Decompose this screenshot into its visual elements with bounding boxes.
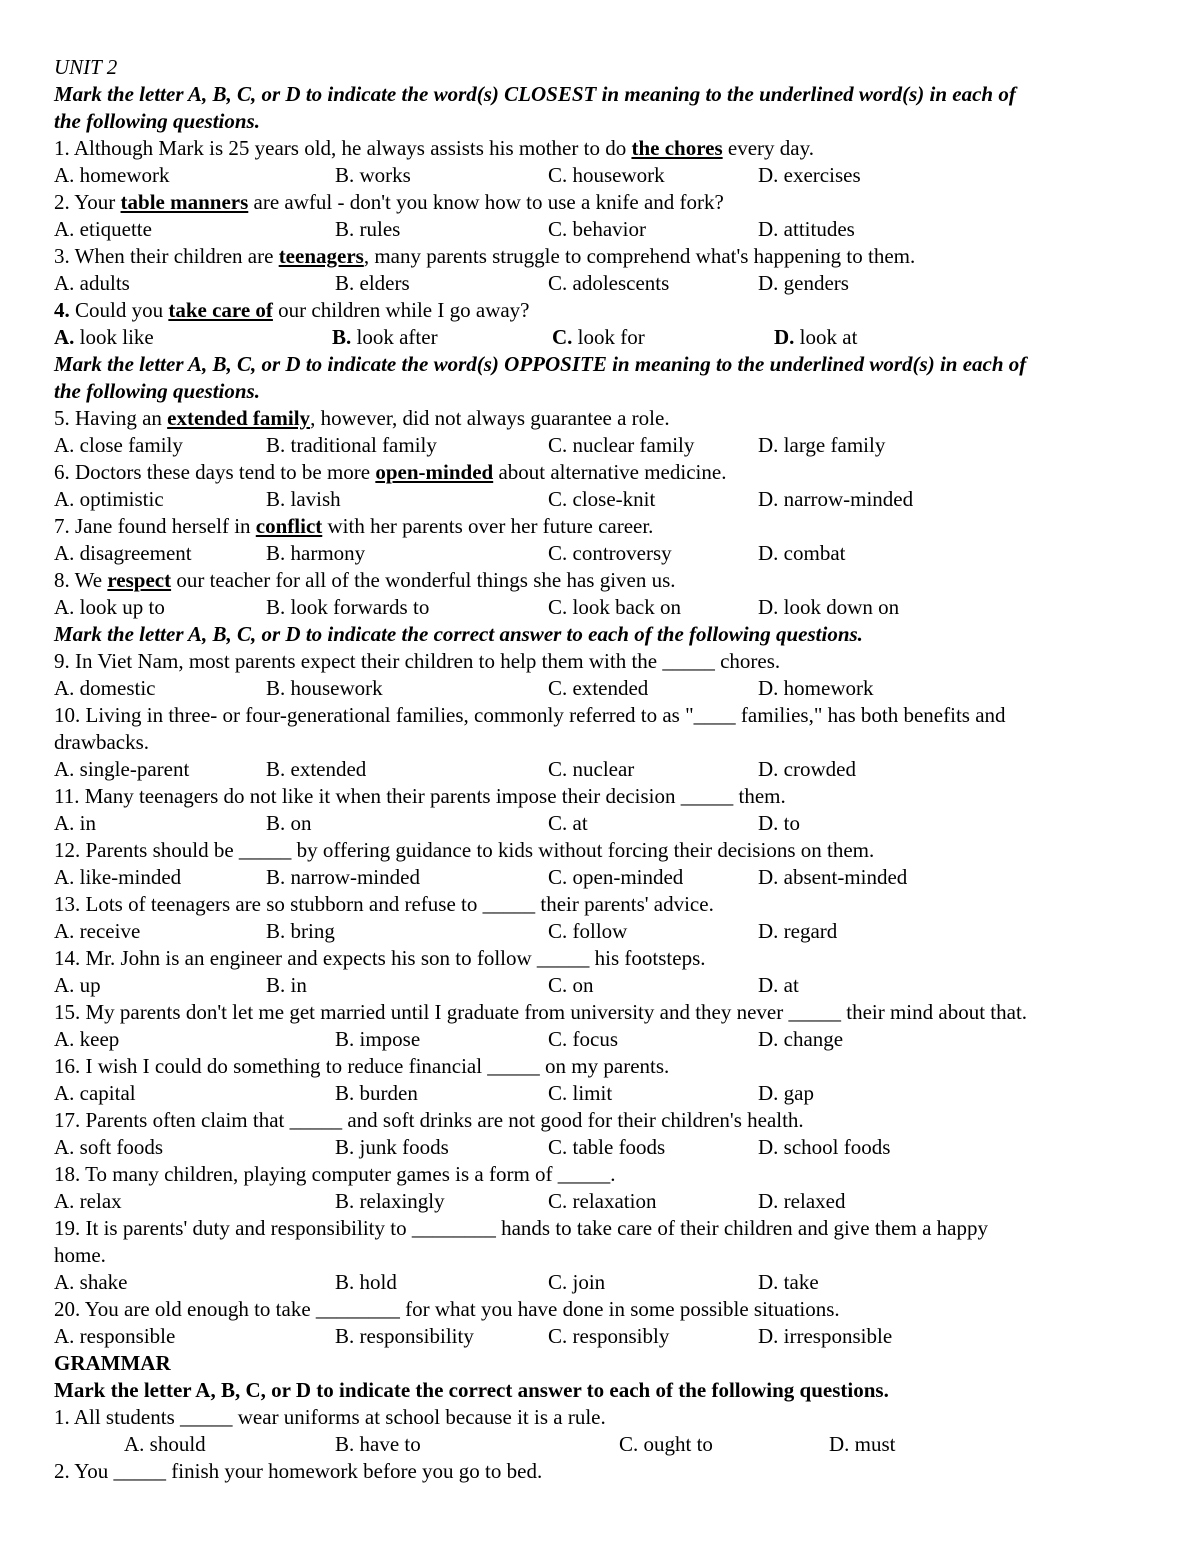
question-16-options bbox=[54, 1080, 1164, 1107]
option-c: C. look back on bbox=[548, 595, 681, 619]
option-d: D. look at bbox=[774, 325, 858, 349]
question-19-options bbox=[54, 1269, 1164, 1296]
question-3-options bbox=[54, 270, 1164, 297]
option-d: D. large family bbox=[758, 433, 886, 457]
option-c: C. join bbox=[548, 1270, 606, 1294]
question-7-options bbox=[54, 540, 1164, 567]
instruction-correct-answer: Mark the letter A, B, C, or D to indicate the correct answer to each of the following questions. bbox=[54, 622, 863, 646]
option-a: A. close family bbox=[54, 433, 183, 457]
underlined-word: table manners bbox=[120, 190, 249, 214]
option-a: A. responsible bbox=[54, 1324, 176, 1348]
question-12: 12. Parents should be _____ by offering guidance to kids without forcing their decisions on them. bbox=[54, 838, 875, 862]
question-5: 5. Having an extended family, however, did not always guarantee a role. bbox=[54, 406, 670, 430]
option-b: B. responsibility bbox=[335, 1324, 474, 1348]
option-b: B. narrow-minded bbox=[266, 865, 420, 889]
question-15-options bbox=[54, 1026, 1164, 1053]
question-4: 4. Could you take care of our children while I go away? bbox=[54, 298, 530, 322]
worksheet-page bbox=[54, 54, 1164, 1485]
option-a: A. optimistic bbox=[54, 487, 164, 511]
option-c: C. controversy bbox=[548, 541, 672, 565]
option-a: A. capital bbox=[54, 1081, 136, 1105]
question-10: 10. Living in three- or four-generational families, commonly referred to as "____ families," has both benefits and bbox=[54, 703, 1006, 727]
option-c: C. focus bbox=[548, 1027, 618, 1051]
option-c: C. responsibly bbox=[548, 1324, 670, 1348]
option-a: A. like-minded bbox=[54, 865, 182, 889]
question-8: 8. We respect our teacher for all of the wonderful things she has given us. bbox=[54, 568, 676, 592]
option-d: D. crowded bbox=[758, 757, 856, 781]
option-a: A. homework bbox=[54, 163, 170, 187]
option-b: B. harmony bbox=[266, 541, 366, 565]
option-a: A. disagreement bbox=[54, 541, 192, 565]
option-b: B. look forwards to bbox=[266, 595, 430, 619]
question-9-options bbox=[54, 675, 1164, 702]
option-a: A. should bbox=[124, 1432, 206, 1456]
question-14: 14. Mr. John is an engineer and expects his son to follow _____ his footsteps. bbox=[54, 946, 706, 970]
option-d: D. homework bbox=[758, 676, 874, 700]
question-20-options bbox=[54, 1323, 1164, 1350]
option-b: B. in bbox=[266, 973, 307, 997]
option-d: D. regard bbox=[758, 919, 838, 943]
option-c: C. table foods bbox=[548, 1135, 666, 1159]
question-6: 6. Doctors these days tend to be more open-minded about alternative medicine. bbox=[54, 460, 727, 484]
option-a: A. receive bbox=[54, 919, 141, 943]
option-c: C. relaxation bbox=[548, 1189, 657, 1213]
question-3: 3. When their children are teenagers, many parents struggle to comprehend what's happening to them. bbox=[54, 244, 916, 268]
option-b: B. elders bbox=[335, 271, 410, 295]
option-b: B. rules bbox=[335, 217, 401, 241]
question-9: 9. In Viet Nam, most parents expect their children to help them with the _____ chores. bbox=[54, 649, 781, 673]
question-6-options bbox=[54, 486, 1164, 513]
option-d: D. change bbox=[758, 1027, 844, 1051]
question-12-options bbox=[54, 864, 1164, 891]
option-d: D. genders bbox=[758, 271, 849, 295]
option-d: D. take bbox=[758, 1270, 819, 1294]
option-a: A. relax bbox=[54, 1189, 122, 1213]
option-b: B. look after bbox=[332, 325, 438, 349]
option-a: A. up bbox=[54, 973, 101, 997]
option-c: C. nuclear family bbox=[548, 433, 695, 457]
option-c: C. open-minded bbox=[548, 865, 684, 889]
instruction-closest-line2: the following questions. bbox=[54, 109, 260, 133]
grammar-instruction: Mark the letter A, B, C, or D to indicate the correct answer to each of the following questions. bbox=[54, 1378, 889, 1402]
option-b: B. works bbox=[335, 163, 411, 187]
question-16: 16. I wish I could do something to reduce financial _____ on my parents. bbox=[54, 1054, 670, 1078]
option-b: B. housework bbox=[266, 676, 383, 700]
option-c: C. follow bbox=[548, 919, 628, 943]
option-a: A. soft foods bbox=[54, 1135, 164, 1159]
question-11-options bbox=[54, 810, 1164, 837]
option-d: D. attitudes bbox=[758, 217, 855, 241]
question-19-continued: home. bbox=[54, 1243, 106, 1267]
option-b: B. burden bbox=[335, 1081, 418, 1105]
question-20: 20. You are old enough to take ________ for what you have done in some possible situations. bbox=[54, 1297, 840, 1321]
option-a: A. in bbox=[54, 811, 96, 835]
option-a: A. keep bbox=[54, 1027, 120, 1051]
option-d: D. to bbox=[758, 811, 800, 835]
underlined-word: conflict bbox=[255, 514, 323, 538]
question-10-options bbox=[54, 756, 1164, 783]
option-b: B. junk foods bbox=[335, 1135, 449, 1159]
option-a: A. look up to bbox=[54, 595, 165, 619]
question-14-options bbox=[54, 972, 1164, 999]
underlined-word: respect bbox=[107, 568, 172, 592]
instruction-opposite-line2: the following questions. bbox=[54, 379, 260, 403]
option-c: C. ought to bbox=[619, 1432, 713, 1456]
option-b: B. hold bbox=[335, 1270, 397, 1294]
question-5-options bbox=[54, 432, 1164, 459]
option-d: D. absent-minded bbox=[758, 865, 908, 889]
question-1: 1. Although Mark is 25 years old, he always assists his mother to do the chores every day. bbox=[54, 136, 814, 160]
underlined-word: the chores bbox=[631, 136, 723, 160]
question-18-options bbox=[54, 1188, 1164, 1215]
question-17-options bbox=[54, 1134, 1164, 1161]
question-11: 11. Many teenagers do not like it when their parents impose their decision _____ them. bbox=[54, 784, 786, 808]
option-c: C. extended bbox=[548, 676, 649, 700]
option-d: D. school foods bbox=[758, 1135, 891, 1159]
option-d: D. must bbox=[829, 1432, 896, 1456]
grammar-question-2: 2. You _____ finish your homework before you go to bed. bbox=[54, 1459, 543, 1483]
option-b: B. lavish bbox=[266, 487, 341, 511]
option-d: D. relaxed bbox=[758, 1189, 846, 1213]
option-c: C. housework bbox=[548, 163, 665, 187]
option-a: A. etiquette bbox=[54, 217, 152, 241]
option-c: C. look for bbox=[552, 325, 645, 349]
option-a: A. shake bbox=[54, 1270, 128, 1294]
option-b: B. bring bbox=[266, 919, 335, 943]
option-d: D. gap bbox=[758, 1081, 814, 1105]
instruction-closest-line1: Mark the letter A, B, C, or D to indicate the word(s) CLOSEST in meaning to the underlined word(s) in each of bbox=[54, 82, 1016, 106]
underlined-word: take care of bbox=[168, 298, 273, 322]
question-13: 13. Lots of teenagers are so stubborn and refuse to _____ their parents' advice. bbox=[54, 892, 714, 916]
option-c: C. behavior bbox=[548, 217, 646, 241]
option-b: B. on bbox=[266, 811, 312, 835]
instruction-opposite-line1: Mark the letter A, B, C, or D to indicate the word(s) OPPOSITE in meaning to the underlined word(s) in each of bbox=[54, 352, 1027, 376]
grammar-question-1-options bbox=[54, 1431, 1164, 1458]
question-17: 17. Parents often claim that _____ and soft drinks are not good for their children's health. bbox=[54, 1108, 804, 1132]
option-b: B. extended bbox=[266, 757, 367, 781]
option-d: D. at bbox=[758, 973, 799, 997]
option-c: C. on bbox=[548, 973, 594, 997]
question-15: 15. My parents don't let me get married until I graduate from university and they never _____ their mind about that. bbox=[54, 1000, 1028, 1024]
option-c: C. at bbox=[548, 811, 588, 835]
underlined-word: open-minded bbox=[375, 460, 494, 484]
question-4-options bbox=[54, 324, 1164, 351]
question-10-continued: drawbacks. bbox=[54, 730, 150, 754]
question-2: 2. Your table manners are awful - don't you know how to use a knife and fork? bbox=[54, 190, 724, 214]
option-b: B. impose bbox=[335, 1027, 421, 1051]
option-b: B. relaxingly bbox=[335, 1189, 445, 1213]
option-c: C. limit bbox=[548, 1081, 613, 1105]
option-a: A. domestic bbox=[54, 676, 156, 700]
option-a: A. adults bbox=[54, 271, 130, 295]
option-d: D. exercises bbox=[758, 163, 861, 187]
option-d: D. combat bbox=[758, 541, 846, 565]
grammar-heading: GRAMMAR bbox=[54, 1351, 171, 1375]
unit-title: UNIT 2 bbox=[54, 55, 118, 79]
question-18: 18. To many children, playing computer games is a form of _____. bbox=[54, 1162, 616, 1186]
question-8-options bbox=[54, 594, 1164, 621]
option-c: C. nuclear bbox=[548, 757, 635, 781]
question-2-options bbox=[54, 216, 1164, 243]
underlined-word: teenagers bbox=[278, 244, 364, 268]
question-7: 7. Jane found herself in conflict with her parents over her future career. bbox=[54, 514, 654, 538]
question-1-options bbox=[54, 162, 1164, 189]
grammar-question-1: 1. All students _____ wear uniforms at school because it is a rule. bbox=[54, 1405, 606, 1429]
option-d: D. look down on bbox=[758, 595, 900, 619]
option-a: A. look like bbox=[54, 325, 154, 349]
option-a: A. single-parent bbox=[54, 757, 190, 781]
option-b: B. have to bbox=[335, 1432, 421, 1456]
question-19: 19. It is parents' duty and responsibility to ________ hands to take care of their children and give them a happy bbox=[54, 1216, 988, 1240]
option-d: D. irresponsible bbox=[758, 1324, 893, 1348]
option-c: C. close-knit bbox=[548, 487, 656, 511]
underlined-word: extended family bbox=[167, 406, 311, 430]
option-d: D. narrow-minded bbox=[758, 487, 914, 511]
option-c: C. adolescents bbox=[548, 271, 670, 295]
option-b: B. traditional family bbox=[266, 433, 437, 457]
question-13-options bbox=[54, 918, 1164, 945]
